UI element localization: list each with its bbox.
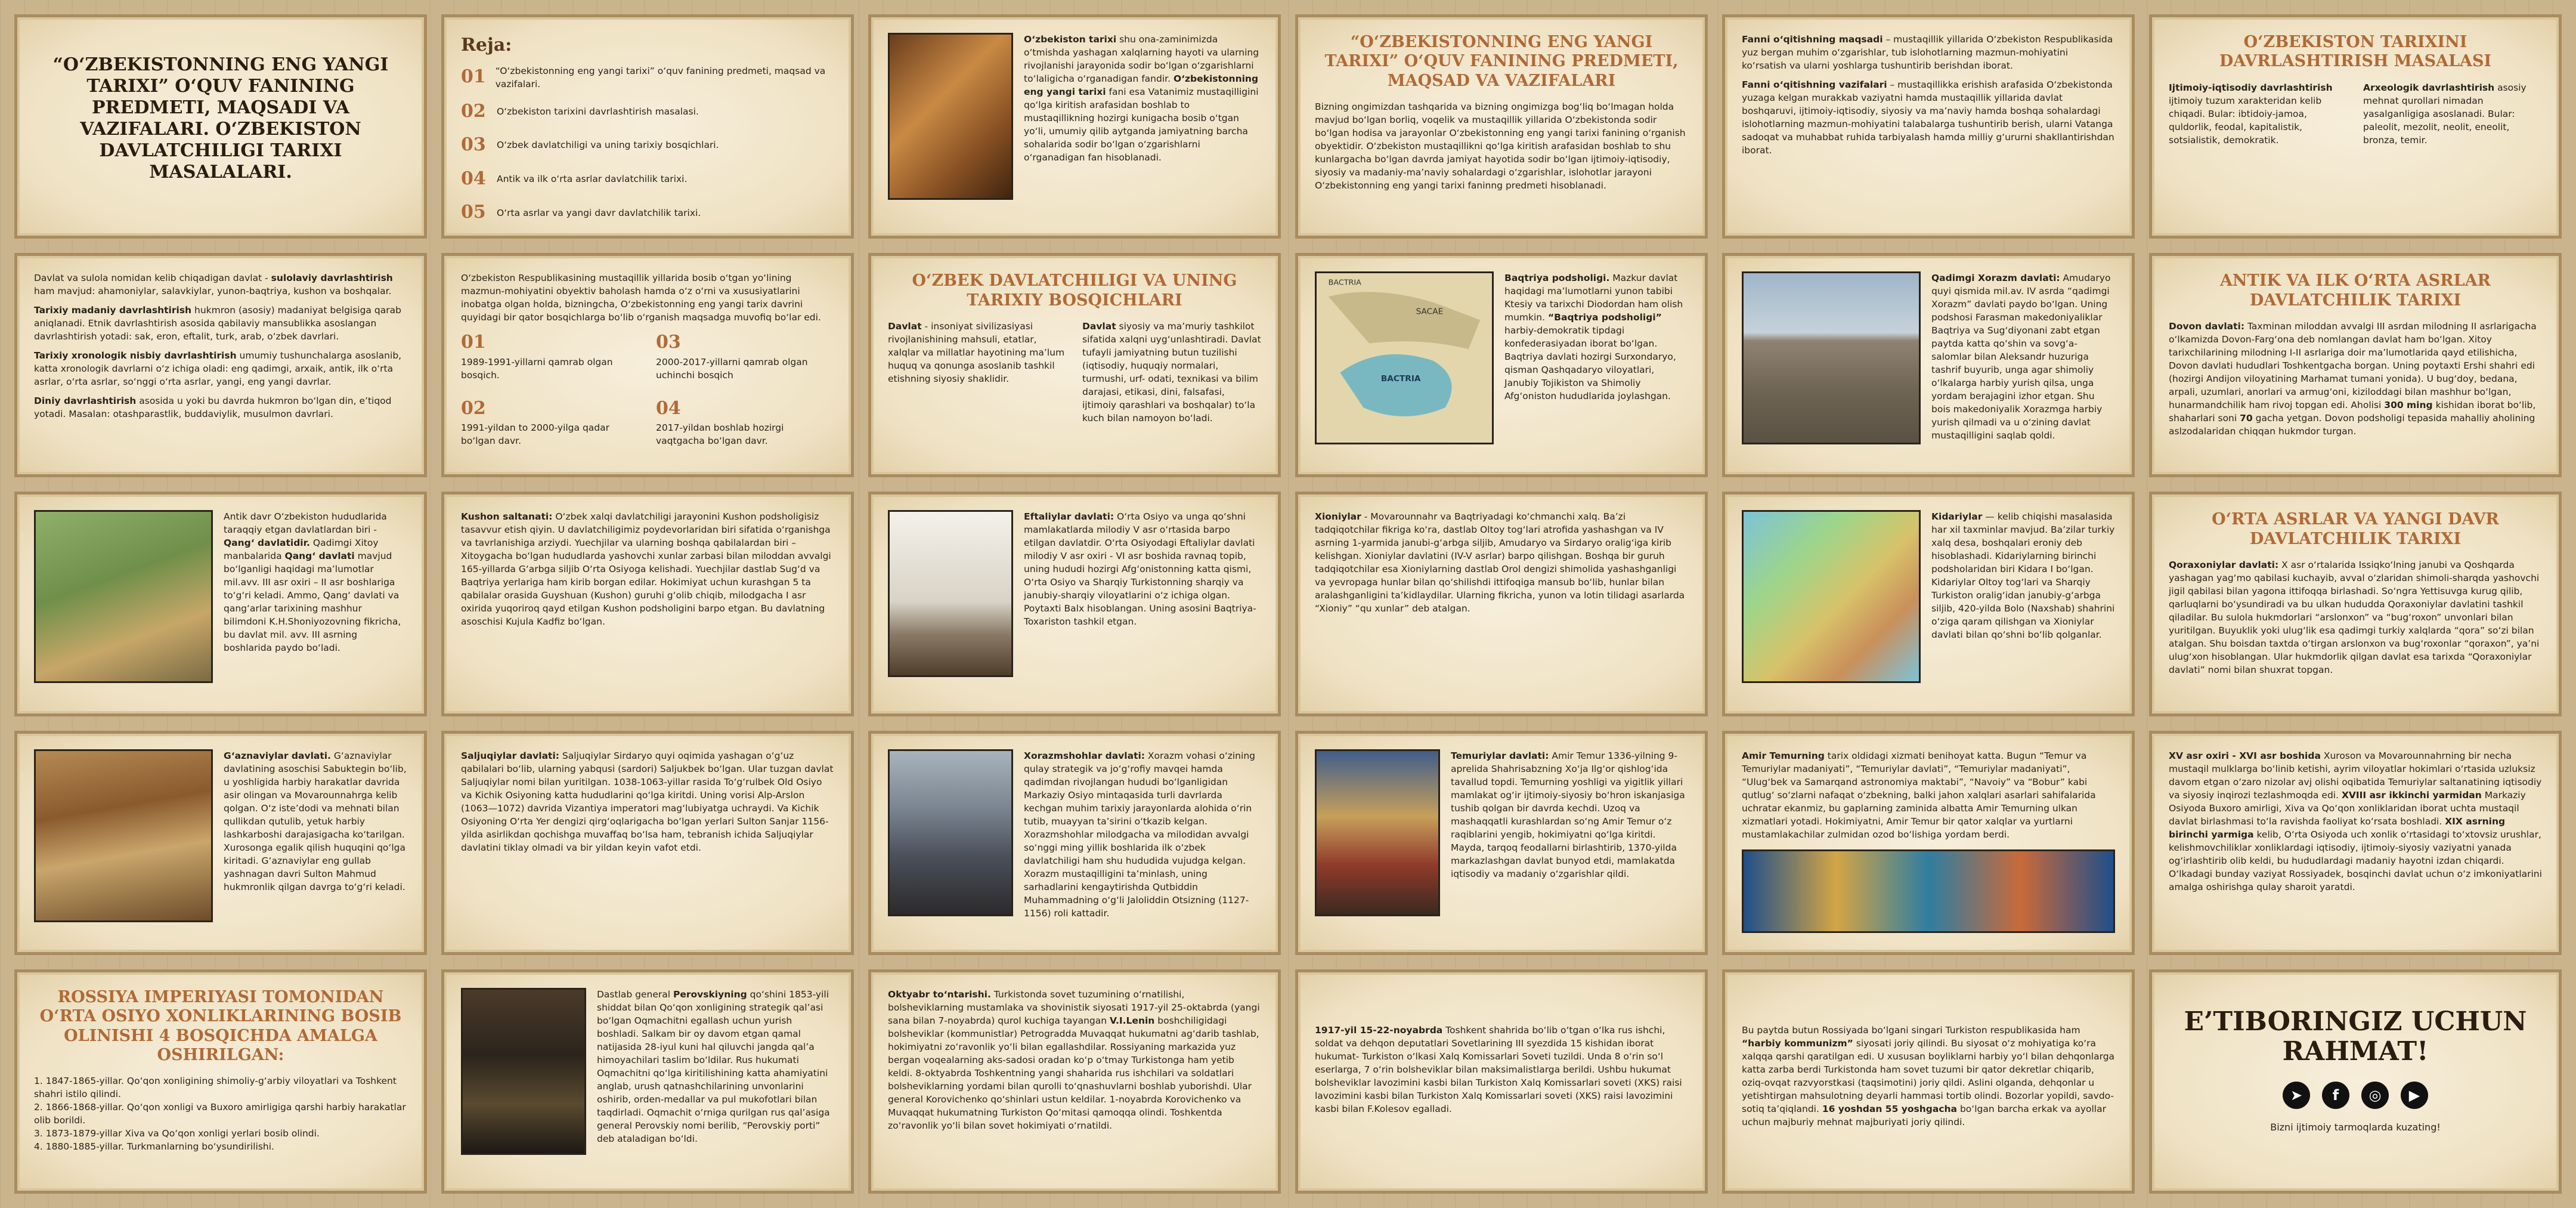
conquest-stage-list — [34, 1074, 407, 1153]
bactria-map-image — [1315, 271, 1494, 444]
map-label: SACAE — [1416, 307, 1444, 317]
kidarite-map-image — [1742, 510, 1921, 683]
body-text: Davlat va sulola nomidan kelib chiqadigan davlat - sulolaviy davrlashtirish ham mavjud: ahamoniylar, salavkiylar, yunon-baqtriya, kushon va boshqalar. — [34, 273, 393, 297]
body-text: Tarixiy madaniy davrlashtirish hukmron (asosiy) madaniyat belgisiga qarab aniqlanadi. Etnik davrlashtirish asosida qabilaviy mansublikka asoslangan davrlashtirish yotadi: sak, eron, eftalit, turk, arab, o‘zbek davrlari. — [34, 305, 401, 342]
slide-4[interactable] — [1295, 14, 1708, 239]
body-text: Bu paytda butun Rossiyada bo‘lgani singari Turkiston respublikasida ham “harbiy kommunizm” siyosati joriy qilindi. Bu siyosat o‘z mohiyatiga ko‘ra xalqqa qarshi qaratilgan edi. U xususan boyliklarni harbiy yo‘l bilan dehqonlarga katta zarba berdi Turkistonda ham sovet tuzumi bir qator dekretlar chiqarib, oziq-ovqat razvyorstkasi (taqsimotini) joriy qildi. Aslini olganda, dehqonlar u yetishtirgan mahsulotning deyarli hammasi tortib olindi. Bozorlar yopildi, savdo-sotiq ta’qiqlandi. 16 yoshdan 55 yoshgacha bo‘lgan barcha erkak va ayollar uchun majburiy mehnat majburiyati joriy qilindi. — [1742, 1024, 2115, 1127]
body-text: Davlat siyosiy va ma’muriy tashkilot sifatida xalqni uyg‘unlashtiradi. Davlat tufayli jamiyatning butun tuzilishi (iqtisodiy, huquqiy normalari, turmushi, urf- odati, texnikasi va bilim darajasi, etikasi, dini, falsafasi, ijtimoiy qarashlari va boshqalar) to‘la kuch bilan namoyon bo‘ladi. — [1082, 320, 1261, 424]
body-text: Fanni o‘qitishning vazifalari – mustaqillikka erishish arafasida O‘zbekistonda yuzaga kelgan murakkab vaziyatni hamda mustaqillik yillarida davlat boshqaruvi, ijtimoiy-iqtisodiy, siyosiy va ma’naviy hamda boshqa sohalardagi islohotlarning mazmun-mohiyatini talabalarga tushuntirib berish, ularni Vatanga sadoqat va muhabbat ruhida tarbiyalash hamda milliy g‘ururni shakllantirishdan iborat. — [1742, 79, 2114, 156]
body-text: Temuriylar davlati: Amir Temur 1336-yilning 9-aprelida Shahrisabzning Xo‘ja Ilg‘or qishlog‘ida tavallud topdi. Temurning yoshligi va yigitlik yillari mamlakat og‘ir ijtimoiy-siyosiy bo‘hron iskanjasiga tushib qolgan bir davrda kechdi. Uzoq va mashaqqatli kurashlardan so‘ng Amir Temur o‘z raqiblarini yengib, hokimiyatni qo‘lga kiritdi. Mayda, tarqoq feodallarni birlashtirib, 1370-yilda markazlashgan davlat bunyod etdi, mamlakatda iqtisodiy va madaniy o‘zgarishlar qildi. — [1451, 750, 1685, 879]
slide-7[interactable] — [14, 253, 427, 477]
slide-title: O‘ZBEK DAVLATCHILIGI VA UNING TARIXIY BOSQICHLARI — [912, 271, 1237, 310]
plan-item-text: O‘zbekiston tarixini davrlashtirish masalasi. — [497, 106, 699, 117]
list-item: 2. 1866-1868-yillar. Qo‘qon xonligi va Buxoro amirligiga qarshi harbiy harakatlar olib borildi. — [34, 1102, 406, 1126]
plan-item-number: 01 — [461, 66, 486, 88]
social-caption: Bizni ijtimoiy tarmoqlarda kuzating! — [2270, 1121, 2441, 1133]
amir-temur-portrait-image — [1315, 749, 1440, 916]
body-text: Oktyabr to‘ntarishi. Turkistonda sovet tuzumining o‘rnatilishi, bolsheviklarning mustamlaka va shovinistik siyosati 1917-yil 25-oktabrda (yangi sana bilan 7-noyabrda) qurol kuchiga tayangan V.I.Lenin boshchiligidagi bolsheviklar (kommunistlar) Petrogradda Muvaqqat hukumatni ag‘darib tashlab, hokimiyatni zo‘ravonlik yo‘li bilan egallashdilar. Rossiyaning markazida yuz bergan voqealarning aks-sadosi oradan ko‘p o‘tmay Turkistonga ham yetib keldi. 8-oktyabrda Toshkentning yangi shaharida rus ishchilari va soldatlari bolsheviklarning yordami bilan qurolli to‘qnashuvlarni boshlab yuborishdi. Ular general Korovichenko qo‘shinlari ustun keldilar. 1-noyabrda Korovichenko va Muvaqqat hukumatning Turkiston Qo‘mitasi qamoqqa olindi. Toshkentda zo‘ravonlik yo‘li bilan sovet hokimiyati o‘rnatildi. — [888, 988, 1260, 1131]
perovsky-portrait-image — [461, 988, 586, 1155]
instagram-icon[interactable]: ◎ — [2361, 1082, 2389, 1109]
slide-12[interactable] — [2149, 253, 2562, 477]
kangju-illustration-image — [34, 510, 213, 683]
ghaznavid-miniature-image — [34, 749, 213, 922]
slide-26[interactable] — [441, 969, 854, 1194]
body-text: Xorazmshohlar davlati: Xorazm vohasi o‘zining qulay strategik va jo‘g‘rofiy mavqei hamda qadimdan rivojlangan hududi bo‘lganligidan Markaziy Osiyo mintaqasida turli davrlarda kechgan muhim tarixiy jarayonlarda alohida o‘rin tutib, muayyan ta’sirini o‘tkazib kelgan. Xorazmshohlar milodgacha va milodidan avvalgi so‘nggi ming yillik boshlarida ilk o‘zbek davlatchiligi ham shu hududida vujudga kelgan. Xorazm mustaqilligini ta’minlash, uning sarhadlarini kengaytirishda Qutbiddin Muhammadning o‘g‘li Jaloliddin Otsizning (1127-1156) roli kattadir. — [1024, 750, 1255, 919]
slide-9[interactable] — [868, 253, 1281, 477]
plan-item — [461, 64, 834, 91]
body-text: Qoraxoniylar davlati: X asr o‘rtalarida Issiqko‘lning janubi va Qoshqarda yashagan yag‘mo qabilasi kuchayib, avval o‘zlaridan shimoli-sharqda yashovchi jigil qabilasi bilan yagona ittifoqqa birlashadi. So‘ngra Yettisuvga kurug qilib, qarluqlarni bo‘ysundiradi va bu ulkan hududda Qoraxoniylar davlatini tashkil qiladilar. Bu sulola hukmdorlari “arslonxon” va “bug‘roxon” unvonlari bilan yuritilgan. Buyuklik yoki ulug‘lik esa qadimgi turkiy xalqlarda “qora” so‘zi bilan atalgan. Shu boisdan taxtda o‘tirgan arslonxon va bug‘roxonlar “qoraxon”, ya’ni ulug‘xon hisoblangan. Ular hukmdorlik qilgan davlat esa tarixda “Qoraxoniylar davlati” nomi bilan shuxrat topgan. — [2169, 560, 2540, 676]
plan-item — [461, 132, 834, 158]
body-text: Ijtimoiy-iqtisodiy davrlashtirish ijtimoiy tuzum xarakteridan kelib chiqadi. Bular: ibtidoiy-jamoa, quldorlik, feodal, kapitalistik, sotsialistik, demokratik. — [2169, 82, 2333, 146]
body-text: Xioniylar - Movarounnahr va Baqtriyadagi ko‘chmanchi xalq. Ba’zi tadqiqotchilar fikriga ko‘ra, dastlab Oltoy tog‘lari atrofida yashashgan va IV asrning 1-yarmida janubi-g‘arbga siljib, Amudaryo va Sirdaryo oralig‘iga kirib kelishgan. Xioniylar davlatini (IV-V asrlar) barpo qilishgan. Boshqa bir guruh tadqiqotchilar esa Xioniylarning dastlab Orol dengizi shimolida yashashganligi va yevropaga hunlar bilan qo‘shilishdi ittifoqiga mansub bo‘lib, hunlar bilan aralashganligini ta’kidlaydilar. Ularning fikricha, yunon va lotin tilidagi asarlarda “Xioniy” “qu xunlar” deb atalgan. — [1315, 511, 1685, 614]
slide-5[interactable] — [1722, 14, 2135, 239]
list-item: 1. 1847-1865-yillar. Qo‘qon xonligining shimoliy-g‘arbiy viloyatlari va Toshkent shahri istilo qilindi. — [34, 1076, 397, 1100]
body-text: Fanni o‘qitishning maqsadi – mustaqillik yillarida O‘zbekiston Respublikasida yuz bergan muhim o‘zgarishlar, tub islohotlarning mazmun-mohiyatini ko‘rsatish va ularni yoshlarga tushuntirib berishdan iborat. — [1742, 34, 2113, 71]
slide-title: O‘ZBEKISTON TARIXINI DAVRLASHTIRISH MASALASI — [2219, 33, 2492, 71]
facebook-icon[interactable]: f — [2322, 1082, 2349, 1109]
body-text: Amir Temurning tarix oldidagi xizmati benihoyat katta. Bugun “Temur va Temuriylar madaniyati”, “Temuriylar davlati”, “Temuriylar madaniyati”, “Ulug‘bek va Samarqand astronomiya maktabi”, “Navoiy” va “Bobur” kabi qutlug‘ so‘zlarni nafaqat o‘zbekning, balki jahon xalqlari asarlari sahifalarida uchratar ekanmiz, bu gaplarning zaminida albatta Amir Temurning ulkan xizmatlari yotadi. Hokimiyatni, Amir Temur bir qator xalqlar va yurtlarni mustamlakachilar zulmidan ozod bo‘lishiga yordam berdi. — [1742, 750, 2096, 840]
slide-19[interactable] — [14, 731, 427, 955]
era-item: 03 2000-2017-yillarni qamrab olgan uchinchi bosqich — [656, 332, 808, 381]
plan-item-number: 04 — [461, 168, 486, 189]
list-item: 4. 1880-1885-yillar. Turkmanlarning bo‘ysundirilishi. — [34, 1141, 274, 1153]
body-text: Dastlab general Perovskiyning qo‘shini 1853-yili shiddat bilan Qo‘qon xonligining strategik qal’asi bo‘lgan Oqmachitni egallash uchun yurish boshladi. Salkam bir oy davom etgan qamal natijasida 28-iyul kuni hal qiluvchi jangda qal’a himoyachilari taslim bo‘ldilar. Rus hukumati Oqmachitni qo‘lga kiritilishining katta ahamiyatini anglab, urush qatnashchilarining unvonlarini oshirib, orden-medallar va pul mukofotlari bilan taqdirladi. Oqmachit o‘rniga qurilgan rus qal’asiga general Perovskiy nomi berilib, “Perovskiy porti” deb ataladigan bo‘ldi. — [597, 988, 830, 1144]
plan-item-text: O‘rta asrlar va yangi davr davlatchilik tarixi. — [497, 207, 701, 218]
hephthalite-warrior-image — [888, 510, 1013, 677]
list-item: 3. 1873-1879-yillar Xiva va Qo‘qon xonligi yerlari bosib olindi. — [34, 1128, 320, 1139]
plan-item-text: “O‘zbekistonning eng yangi tarixi” o‘quv fanining predmeti, maqsad va vazifalari. — [495, 65, 826, 89]
body-text: O‘zbekiston Respublikasining mustaqillik yillarida bosib o‘tgan yo‘lining mazmun-mohiyatini obyektiv baholash hamda o‘z o‘rni va xususiyatlarini inobatga olgan holda, bizningcha, O‘zbekistonning eng yangi tarix davrini quyidagi bir qator bosqichlarga bo‘lib o‘rganish maqsadga muvofiq bo‘lar edi. — [461, 273, 821, 323]
slide-title: O‘RTA ASRLAR VA YANGI DAVR DAVLATCHILIK TARIXI — [2212, 510, 2499, 548]
slide-6[interactable] — [2149, 14, 2562, 239]
body-text: Bizning ongimizdan tashqarida va bizning ongimizga bog‘liq bo‘lmagan holda mavjud bo‘lgan borliq, voqelik va mustaqillik yillarida O‘zbekistonda sodir bo‘lgan hodisa va jarayonlar O‘zbekistonning eng yangi tarixi fanining o‘rganish obyektidir. O‘zbekiston mustaqillikni qo‘lga kiritish arafasidan boshlab to shu kunlargacha bo‘lgan davrda jamiyat hayotida sodir bo‘lgan ijtimoiy-iqtisodiy, siyosiy va madaniy-ma’naviy sohalardagi o‘zgarishlar, islohotlar jarayoni O‘zbekistonning eng yangi tarixi faninng predmeti hisoblanadi. — [1315, 101, 1686, 191]
body-text: G‘aznaviylar davlati. G‘aznaviylar davlatining asoschisi Sabuktegin bo‘lib, u yoshligida harbiy harakatlar davrida asir olingan va Movarounnahrga kelib qolgan. O‘z iste’dodi va mehnati bilan qullikdan qutulib, yetuk harbiy lashkarboshi darajasigacha ko‘tarilgan. Xurosonga egalik qilish huquqini qo‘lga kiritadi. G‘aznaviylar eng gullab yashnagan davri Sulton Mahmud hukmronlik qilgan davrga to‘g‘ri keladi. — [224, 750, 407, 892]
slide-25[interactable] — [14, 969, 427, 1194]
plan-item — [461, 99, 834, 125]
slide-20[interactable] — [441, 731, 854, 955]
compass-map-image — [888, 33, 1013, 200]
slide-3[interactable] — [868, 14, 1281, 239]
slide-title: ANTIK VA ILK O‘RTA ASRLAR DAVLATCHILIK TARIXI — [2219, 271, 2491, 310]
body-text: Qadimgi Xorazm davlati: Amudaryo quyi qismida mil.av. IV asrda “qadimgi Xorazm” davlati paydo bo‘lgan. Uning podshosi Farasman makedoniyaliklar Baqtriya va Sug‘diyonani zabt etgan paytda katta qo‘shin va sovg‘a-salomlar bilan Aleksandr huzuriga tashrif buyurib, unga agar shimoliy o‘lkalarga harbiy yurish qilsa, unga yordam berajagini izhor etgan. Shu bois makedoniyalik Xorazmga harbiy yurish qilmadi va u o‘zining davlat mustaqilligini saqlab qoldi. — [1931, 273, 2111, 441]
slide-17[interactable] — [1722, 492, 2135, 716]
slide-24[interactable] — [2149, 731, 2562, 955]
slide-14[interactable] — [441, 492, 854, 716]
slide-29[interactable] — [1722, 969, 2135, 1194]
slide-13[interactable] — [14, 492, 427, 716]
slide-22[interactable] — [1295, 731, 1708, 955]
plan-title: Reja: — [461, 35, 512, 55]
slide-title: ROSSIYA IMPERIYASI TOMONIDAN O‘RTA OSIYO XONLIKLARINING BOSIB OLINISHI 4 BOSQICHDA AMALGA OSHIRILGAN: — [39, 987, 402, 1064]
body-text: Kushon saltanati: O‘zbek xalqi davlatchiligi jarayonini Kushon podsholigisiz tasavvur etish qiyin. U davlatchiligimiz poydevorlaridan biri sifatida o‘rganishga va tavrlanishiga arziydi. Yuechjilar va ularning boshqa qabilalardan biri – Xitoygacha bo‘lgan hududlarda yashovchi xunlar zarbasi bilan miloddan avvalgi 165-yillarda G‘arbga siljib O‘rta Osiyoga kelishadi. Yuechjilar dastlab Sug‘d va Baqtriya yerlariga ham kirib borgan edilar. Hokimiyat uchun kurashgan 5 ta qabilalar orasida Guyshuan (Kushon) guruhi g‘olib chiqib, milodgacha I asr oxirida yuqoriroq qayd etilgan Kushon podsholigini barpo etgan. Bu davlatning asoschisi Kujula Kadfiz bo‘lgan. — [461, 511, 831, 628]
body-text: Saljuqiylar davlati: Saljuqiylar Sirdaryo quyi oqimida yashagan o‘g‘uz qabilalari bo‘lib, ularning yabqusi (sardori) Saljukbek bo‘lgan. Ular tuzgan davlat Saljuqiylar nomi bilan yuritilgan. 1038-1063-yillar rasida To‘g‘rulbek Old Osiyo va Kichik Osiyoning katta hududlarini qo‘lga kiritdi. Uning vorisi Alp-Arslon (1063—1072) davrida Vizantiya imperatori mag‘lubiyatga uchraydi. Va Kichik Osiyoning O‘rta Yer dengizi qirg‘oqlarigacha bo‘lgan yerlari Sulton Sanjar 1156-yilda asirlikdan qochishga muvaffaq bo‘lsa ham, tebranish ichida Saljuqiylar davlatini tiklay olmadi va bir yildan keyin vafot etdi. — [461, 750, 834, 853]
plan-item — [461, 200, 834, 225]
slide-1[interactable] — [14, 14, 427, 239]
era-item: 04 2017-yildan boshlab hozirgi vaqtgacha bo‘lgan davr. — [656, 397, 784, 447]
slide-2[interactable] — [441, 14, 854, 239]
slide-21[interactable] — [868, 731, 1281, 955]
slide-23[interactable] — [1722, 731, 2135, 955]
plan-item-text: Antik va ilk o‘rta asrlar davlatchilik tarixi. — [497, 174, 688, 185]
slide-27[interactable] — [868, 969, 1281, 1194]
body-text: 1917-yil 15-22-noyabrda Toshkent shahrida bo‘lib o‘tgan o‘lka rus ishchi, soldat va dehqon deputatlari Sovetlarining III syezdida 15 kishidan iborat hukumat- Turkiston o‘lkasi Xalq Komissarlari Soveti tuzildi. Unda 8 o‘rin so‘l eserlarga, 7 o‘rin bolsheviklar bilan maksimalistlarga berildi. Ushbu hukumat bolsheviklar lavozimini kasbi bilan Turkiston Xalq Komissarlari soveti (XKS) raisi lavozimini kasbi bilan Turkiston Xalq Komissarlari soveti (XKS) raisi lavozimini kasbi bilan F.Kolesov egalladi. — [1315, 1024, 1682, 1114]
body-text: Tarixiy xronologik nisbiy davrlashtirish umumiy tushunchalarga asoslanib, katta xronologik davrlarni o‘z ichiga oladi: eng qadimgi, arxaik, antik, ilk o‘rta asrlar, o‘rta asrlar, so‘nggi o‘rta asrlar, yangi, eng yangi davrlar. — [34, 350, 402, 388]
plan-item-text: O‘zbek davlatchiligi va uning tarixiy bosqichlari. — [497, 140, 719, 151]
slide-title: “O‘ZBEKISTONNING ENG YANGI TARIXI” O‘QUV FANINING PREDMETI, MAQSADI VA VAZIFALARI. O‘ZBEKISTON DAVLATCHILIGI TARIXI MASALALARI. — [52, 54, 389, 183]
youtube-icon[interactable]: ▶ — [2401, 1082, 2428, 1109]
map-label: BACTRIA — [1328, 278, 1361, 288]
body-text: Dovon davlati: Taxminan miloddan avvalgi III asrdan milodning II asrlarigacha o‘lkamizda Dovon-Farg‘ona deb nomlangan davlat ham bo‘lgan. Xitoy tarixchilarining milodning I-II asrlariga doir ma’lumotlarida qayd etilishicha, Dovon davlati hududlari Toshkentgacha borgan. Uning poytaxti Ershi shahri edi (hozirgi Andijon viloyatining Marhamat tumani yonida). U bug‘doy, bedana, arpali, uzumlari, anorlari va armug‘oni, kiziloddagi bilan mashhur bo‘lgan, hunarmandchilik ham rivoj topgan edi. Aholisi 300 ming kishidan iborat bo‘lib, shaharlari soni 70 gacha yetgan. Dovon podsholigi tepasida mahalliy aholining aslzodalaridan chiqqan hukmdor turgan. — [2169, 320, 2537, 437]
body-text: XV asr oxiri - XVI asr boshida Xuroson va Movarounnahrning bir necha mustaqil mulklarga bo‘linib ketishi, ayrim viloyatlar hokimlari o‘rtasida uzluksiz davom etgan o‘zaro nizolar avj olishi oqibatida Temuriylar saltanatining iqtisodiy va siyosiy inqirozi tezlashmoqda edi. XVIII asr ikkinchi yarmidan Markaziy Osiyoda Buxoro amirligi, Xiva va Qo‘qon xonliklaridan iborat uchta mustaqil davlat birlashmasi to‘la ravishda faoliyat ko‘rsata boshladi. XIX asrning birinchi yarmiga kelib, O‘rta Osiyoda uch xonlik o‘rtasidagi to‘xtovsiz urushlar, kelishmovchiliklar xonliklardagi iqtisodiy, ijtimoiy-siyosiy vaziyatni yanada og‘irlashtirib olib keldi, bu hududlardagi madaniy hayotni izdan chiqardi. O‘lkadagi bunday vaziyat Rossiyadek, bosqinchi davlat uchun o‘z imkoniyatlarini amalga oshirishga qulay sharoit yaratdi. — [2169, 750, 2542, 892]
body-text: Antik davr O‘zbekiston hududlarida taraqqiy etgan davlatlardan biri - Qang‘ davlatidir. Qadimgi Xitoy manbalarida Qang‘ davlati mavjud bo‘lganligi haqidagi ma’lumotlar mil.avv. III asr oxiri – II asr boshlariga to‘g‘ri keladi. Ammo, Qang‘ davlati va qang‘arlar tarixining mashhur bilimdoni K.H.Shoniyozovning fikricha, bu davlat mil. avv. III asrning boshlarida paydo bo‘ladi. — [224, 511, 401, 654]
map-svg — [1317, 273, 1492, 443]
slide-28[interactable] — [1295, 969, 1708, 1194]
body-text: Baqtriya podsholigi. Mazkur davlat haqidagi ma’lumotlarni yunon tabibi Ktesiy va tarixchi Diodordan ham olish mumkin. “Baqtriya podsholigi” harbiy-demokratik tipdagi konfederasiyadan iborat bo‘lgan. Baqtriya davlati hozirgi Surxondaryo, qisman Qashqadaryo viloyatlari, Janubiy Tojikiston va Shimoliy Afg‘oniston hududlarida joylashgan. — [1504, 273, 1683, 402]
body-text: Arxeologik davrlashtirish asosiy mehnat qurollari nimadan yasalganligiga asoslanadi. Bular: paleolit, mezolit, neolit, eneolit, bronza, temir. — [2363, 82, 2527, 146]
slide-8[interactable] — [441, 253, 854, 477]
body-text: Eftaliylar davlati: O‘rta Osiyo va unga qo‘shni mamlakatlarda milodiy V asr o‘rtasida barpo etilgan davlatdir. O‘rta Osiyodagi Eftaliylar davlati milodiy V asr oxiri - VI asr boshida ravnaq topib, uning hududi hozirgi Afg‘onistonning katta qismi, O‘rta Osiyo va Sharqiy Turkistonning sharqiy va janubiy-sharqiy viloyatlarini o‘z ichiga olgan. Poytaxti Balx hisoblangan. Uning asosini Baqtriya-Toxariston tashkil etgan. — [1024, 511, 1256, 628]
era-item: 02 1991-yildan to 2000-yilga qadar bo‘lgan davr. — [461, 397, 609, 447]
slide-16[interactable] — [1295, 492, 1708, 716]
map-label: BACTRIA — [1380, 374, 1421, 384]
plan-item-number: 03 — [461, 134, 486, 156]
body-text: Davlat - insoniyat sivilizasiyasi rivojlanishining mahsuli, etatlar, xalqlar va millatlar hayotining ma’lum huquq va qonunga asoslanib tashkil etishning siyosiy shaklidir. — [888, 320, 1065, 384]
body-text: Diniy davrlashtirish asosida u yoki bu davrda hukmron bo‘lgan din, e’tiqod yotadi. Masalan: otashparastlik, buddaviylik, musulmon davrlari. — [34, 396, 392, 420]
body-text: O‘zbekiston tarixi shu ona-zaminimizda o‘tmishda yashagan xalqlarning hayoti va ularning rivojlanishi jarayonida sodir bo‘lgan o‘zgarishlarni to‘laligicha o‘rganadigan fandir. O‘zbekistonning eng yangi tarixi fani esa Vatanimiz mustaqilligini qo‘lga kiritish arafasidan boshlab to mustaqillikning hozirgi kunigacha bosib o‘tgan yo‘li, umumiy qilib aytganda jamiyatning barcha sohalarida sodir bo‘lgan o‘zgarishlarni o‘rganadigan fan hisoblanadi. — [1024, 34, 1259, 163]
timurid-art-banner-image — [1742, 849, 2115, 933]
thanks-title: E’TIBORINGIZ UCHUN RAHMAT! — [2184, 1006, 2527, 1067]
slide-10[interactable] — [1295, 253, 1708, 477]
khorezm-ruins-image — [1742, 271, 1921, 444]
slide-18[interactable] — [2149, 492, 2562, 716]
social-icons — [2169, 1082, 2542, 1109]
slide-15[interactable] — [868, 492, 1281, 716]
slide-30[interactable] — [2149, 969, 2562, 1194]
telegram-icon[interactable]: ➤ — [2283, 1082, 2310, 1109]
plan-item — [461, 166, 834, 192]
plan-item-number: 05 — [461, 202, 486, 223]
body-text: Kidariylar — kelib chiqishi masalasida har xil taxminlar mavjud. Ba’zilar turkiy xalq desa, boshqalari eroniy deb hisoblashadi. Kidariylarning birinchi podsholaridan biri Kidara I bo‘lgan. Kidariylar Oltoy tog‘lari va Sharqiy Turkiston oralig‘idan janubiy-g‘arbga siljib, 420-yilda Bolo (Naxshab) shahrini o‘ziga qaram qilishgan va Xioniylar davlati bilan qo‘shni bo‘lib qolganlar. — [1931, 511, 2115, 641]
plan-item-number: 02 — [461, 100, 486, 122]
khorezmshah-horseman-image — [888, 749, 1013, 916]
slide-11[interactable] — [1722, 253, 2135, 477]
era-item: 01 1989-1991-yillarni qamrab olgan bosqich. — [461, 332, 613, 381]
slide-title: “O‘ZBEKISTONNING ENG YANGI TARIXI” O‘QUV FANINING PREDMETI, MAQSAD VA VAZIFALARI — [1324, 33, 1679, 90]
